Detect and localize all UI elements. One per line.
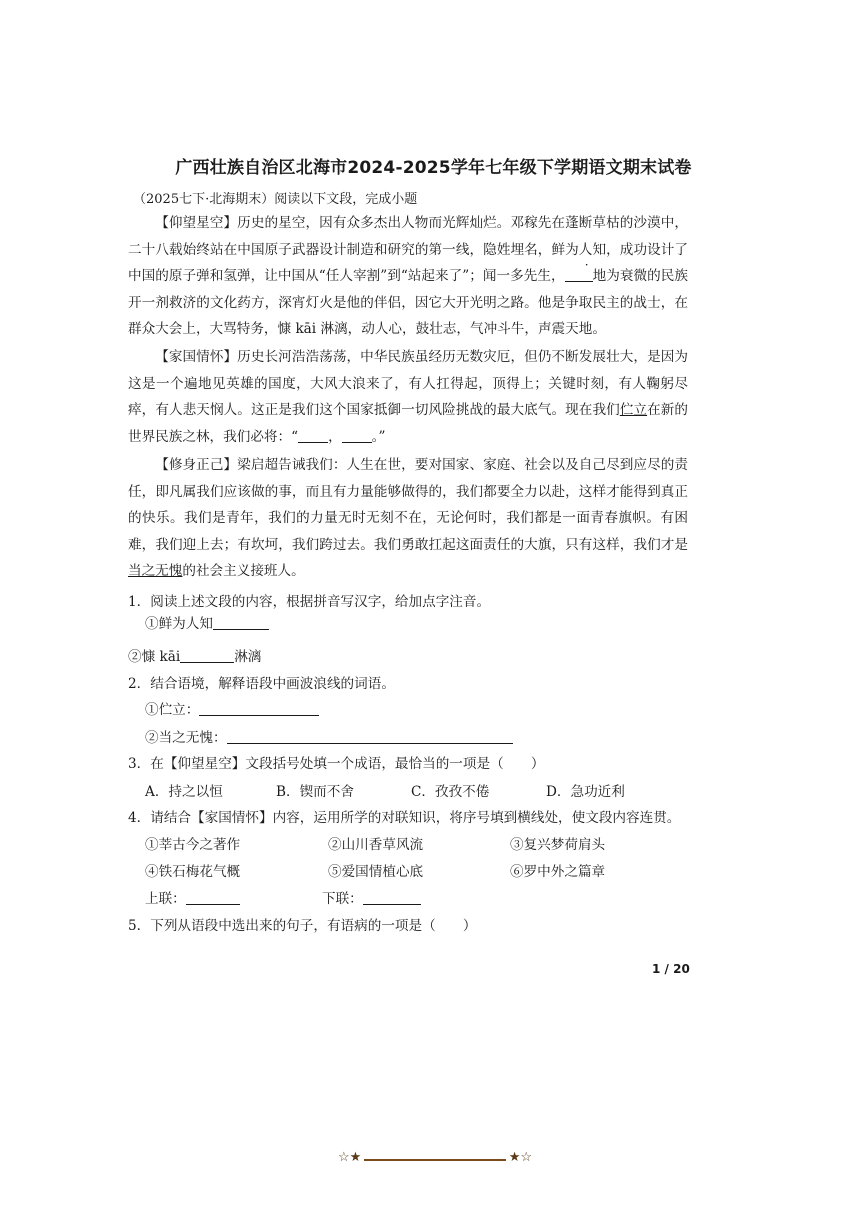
q2-item1-blank [199,701,319,716]
question-4-stem: 4．请结合【家国情怀】内容，运用所学的对联知识，将序号填到横线处，使文段内容连贯。 [128,810,681,826]
q4-upper-line [145,889,240,909]
footer-divider [364,1159,506,1161]
q2-item2-label: ②当之无愧： [145,730,227,746]
p2-text-d: 。” [371,428,386,445]
p2-text-c: ， [328,428,342,445]
q2-item1-label: ①伫立： [145,702,200,718]
page-number: 1 / 20 [652,962,690,976]
p1-text-a: 【仰望星空】历史的星空，因有众多杰出人物而光辉灿烂。邓稼先在蓬断草枯的沙漠中，二十八载始终站在中国原子武器设计制造和研究的第一线，隐姓埋名， [128,215,688,258]
q1-item2-blank [180,648,234,663]
q1-item2-label: ②慷 kāi [128,649,181,665]
wavy-word-zhuli: 伫立 [619,402,648,418]
question-5-stem: 5．下列从语段中选出来的句子，有语病的一项是（ ） [128,918,477,934]
p2-blank-2 [342,428,372,443]
q4-lower-line [322,889,421,909]
passage-paragraph-1 [128,210,688,343]
q4-option-2: ②山川香草风流 [328,837,424,853]
p3-text-a: 【修身正己】梁启超告诫我们：人生在世，要对国家、家庭、社会以及自己尽到应尽的责任，即凡属我们应该做的事，而且有力量能够做得的，我们都要全力以赴，这样才能得到真正的快乐。我们是青年，我们的力量无时无刻不在，无论何时，我们都是一面青春旗帜。有困难，我们迎上去；有坎坷，我们跨过去。我们勇敢扛起这面责任的大旗，只有这样，我们才是 [128,457,688,553]
q3-option-a: A．持之以恒 [145,784,223,800]
p2-text-a: 【家国情怀】历史长河浩浩荡荡，中华民族虽经历无数灾厄，但仍不断发展壮大，是因为这是一个遍地见英雄的国度，大风大浪来了，有人扛得起，顶得上；关键时刻，有人鞠躬尽瘁，有人悲天悯人。这正是我们这个国家抵御一切风险挑战的最大底气。现在我们 [128,349,688,418]
question-1-stem: 1．阅读上述文段的内容，根据拼音写汉字，给加点字注音。 [128,594,491,610]
p2-blank-1 [298,428,328,443]
footer-star-icon-right: ★☆ [508,1150,532,1165]
p1-text-b: 为人知，成功设计了中国的原子弹和氢弹，让中国从“任人宰割”到“站起来了”；闻一多先生， [128,241,689,284]
question-3-stem: 3．在【仰望星空】文段括号处填一个成语，最恰当的一项是（ ） [128,756,545,772]
q4-option-4: ④铁石梅花气概 [145,864,241,880]
q1-item2-tail: 淋漓 [234,649,262,665]
dotted-char: 鲜 · [551,242,565,258]
question-1-item-2 [128,647,261,667]
footer-ornament [338,1150,532,1168]
question-2-item-1 [145,700,319,720]
p3-text-b: 的社会主义接班人。 [182,563,305,579]
question-2-item-2 [145,728,513,748]
q2-item2-blank [227,729,513,744]
q4-upper-label: 上联： [145,891,186,907]
q3-option-b: B．锲而不舍 [276,784,354,800]
question-2-stem: 2．结合语境，解释语段中画波浪线的词语。 [128,676,395,692]
q4-upper-blank [186,890,240,905]
q4-option-1: ①莘古今之著作 [145,837,241,853]
passage-paragraph-3 [128,452,688,585]
q3-option-c: C．孜孜不倦 [411,784,490,800]
q3-option-d: D．急功近利 [546,784,625,800]
passage-paragraph-2 [128,344,688,450]
source-note: （2025七下·北海期末）阅读以下文段，完成小题 [133,192,418,207]
page-title: 广西壮族自治区北海市2024-2025学年七年级下学期语文期末试卷 [175,158,692,178]
wavy-word-dangzhiwukui: 当之无愧 [128,563,183,579]
q1-item1-blank [213,615,269,630]
q4-lower-label: 下联： [322,891,363,907]
q4-option-6: ⑥罗中外之篇章 [510,864,606,880]
q4-lower-blank [363,890,421,905]
question-1-item-1 [145,614,269,634]
p1-text-c: 地为衰微的民族开一剂救济的文化药方，深宵灯火是他的伴侣，因它大开光明之路。他是争取民主的战士，在群众大会上，大骂特务，慷 kāi 淋漓，动人心，鼓壮志，气冲斗牛，声震天地。 [128,268,689,337]
q4-option-3: ③复兴梦荷肩头 [510,837,606,853]
q1-item1-label: ①鲜为人知 [145,616,213,632]
footer-star-icon-left: ☆★ [338,1150,362,1165]
p2-text-b: 在新的世界民族之林，我们必将：“ [128,402,689,445]
q4-option-5: ⑤爱国情植心底 [328,864,424,880]
